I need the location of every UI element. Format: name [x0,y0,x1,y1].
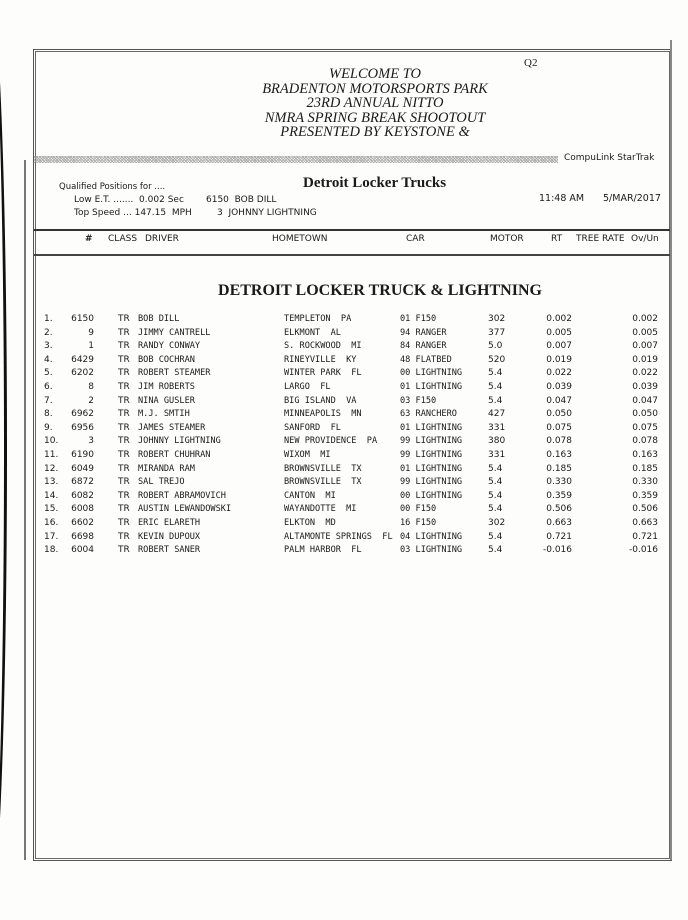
cell-motor: 427 [488,409,506,420]
cell-class: TR [118,341,130,352]
cell-over-under: 0.075 [632,422,658,433]
cell-hometown: MINNEAPOLIS MN [284,409,362,420]
section-title: DETROIT LOCKER TRUCK & LIGHTNING [218,282,542,299]
cell-over-under: 0.050 [632,409,658,420]
cell-reaction-time: 0.002 [546,314,572,324]
cell-car: 03 F150 [400,395,437,406]
table-row [0,450,688,463]
cell-reaction-time: -0.016 [542,545,572,556]
cell-over-under: 0.163 [632,450,658,460]
cell-position: 16. [44,518,59,528]
cell-car-number: 8 [88,382,94,392]
cell-driver: KEVIN DUPOUX [138,531,201,542]
cell-car: 04 LIGHTNING [400,531,463,542]
cell-car: 00 F150 [400,504,437,515]
top-speed-value: 147.15 [134,208,167,218]
cell-motor: 5.4 [488,477,503,488]
event-banner [180,67,570,140]
cell-driver: JAMES STEAMER [138,422,206,433]
cell-car-number: 3 [88,436,94,447]
cell-class: TR [118,368,130,379]
cell-car-number: 6004 [71,545,94,556]
cell-over-under: 0.002 [632,314,658,324]
report-date: 5/MAR/2017 [603,193,661,204]
cell-reaction-time: 0.078 [546,436,572,447]
cell-class: TR [118,545,130,556]
cell-reaction-time: 0.007 [546,341,572,352]
software-label: CompuLink StarTrak [564,153,655,163]
low-et-value: 0.002 [139,195,165,205]
cell-car: 99 LIGHTNING [400,450,463,460]
cell-position: 3. [44,341,53,352]
cell-car: 16 F150 [400,518,437,528]
cell-reaction-time: 0.359 [546,490,572,501]
cell-position: 2. [44,327,53,338]
cell-car-number: 9 [88,327,94,338]
dither-separator [34,156,558,163]
low-et-unit: Sec [167,195,184,205]
class-title: Detroit Locker Trucks [303,175,447,191]
cell-class: TR [118,531,130,542]
low-et-line [74,195,184,205]
cell-driver: BOB DILL [138,314,180,324]
cell-position: 8. [44,409,53,420]
cell-driver: AUSTIN LEWANDOWSKI [138,504,232,515]
cell-reaction-time: 0.005 [546,327,572,338]
cell-car: 84 RANGER [400,341,447,352]
low-et-label: Low E.T. ....... [74,195,134,205]
table-row [0,423,688,436]
cell-position: 18. [44,545,59,556]
table-row [0,328,688,341]
table-row [0,491,688,504]
top-speed-unit: MPH [171,208,192,218]
cell-reaction-time: 0.163 [546,450,572,460]
cell-driver: BOB COCHRAN [138,354,195,365]
table-row [0,436,688,449]
cell-motor: 377 [488,327,506,338]
table-row [0,314,688,327]
cell-reaction-time: 0.506 [546,504,572,515]
cell-over-under: 0.047 [632,395,658,406]
cell-car-number: 6082 [71,490,94,501]
cell-hometown: ELKTON MD [284,518,336,528]
cell-position: 6. [44,382,53,392]
page-label: Q2 [524,57,538,69]
cell-class: TR [118,382,130,392]
cell-position: 7. [44,395,53,406]
cell-class: TR [118,422,130,433]
cell-car-number: 6202 [71,368,94,379]
cell-class: TR [118,463,130,474]
cell-motor: 5.4 [488,368,503,379]
cell-over-under: 0.078 [632,436,658,447]
cell-hometown: RINEYVILLE KY [284,354,357,365]
cell-driver: ROBERT ABRAMOVICH [138,490,226,501]
cell-car: 01 LIGHTNING [400,422,463,433]
cell-hometown: BROWNSVILLE TX [284,463,362,474]
top-speed-line [74,208,192,218]
cell-over-under: 0.005 [632,327,658,338]
cell-motor: 5.4 [488,463,503,474]
col-header-tree-rate: TREE RATE [576,234,625,244]
cell-reaction-time: 0.075 [546,422,572,433]
cell-hometown: WIXOM MI [284,450,331,460]
cell-driver: ROBERT STEAMER [138,368,211,379]
cell-motor: 331 [488,422,506,433]
cell-car: 01 LIGHTNING [400,463,463,474]
cell-hometown: TEMPLETON PA [284,314,352,324]
cell-car-number: 6956 [71,422,94,433]
cell-motor: 5.4 [488,395,503,406]
cell-car: 01 F150 [400,314,437,324]
cell-car-number: 6150 [71,314,94,324]
table-row [0,341,688,354]
cell-driver: JOHNNY LIGHTNING [138,436,221,447]
col-header-number: # [85,234,93,244]
col-header-car: CAR [406,234,425,244]
cell-hometown: SANFORD FL [284,422,341,433]
cell-car: 00 LIGHTNING [400,368,463,379]
cell-reaction-time: 0.047 [546,395,572,406]
cell-reaction-time: 0.663 [546,518,572,528]
cell-driver: JIM ROBERTS [138,382,195,392]
cell-position: 1. [44,314,53,324]
cell-driver: MIRANDA RAM [138,463,195,474]
col-header-rt: RT [551,234,563,244]
cell-driver: RANDY CONWAY [138,341,201,352]
cell-car-number: 6190 [71,450,94,460]
cell-driver: ROBERT SANER [138,545,201,556]
cell-position: 11. [44,450,59,460]
cell-motor: 302 [488,314,506,324]
col-header-hometown: HOMETOWN [272,234,328,244]
header-rule-bottom [34,254,670,256]
table-row [0,518,688,531]
cell-position: 9. [44,422,53,433]
cell-over-under: 0.721 [632,531,658,542]
cell-reaction-time: 0.019 [546,354,572,365]
cell-reaction-time: 0.022 [546,368,572,379]
cell-car: 99 LIGHTNING [400,436,463,447]
table-row [0,368,688,381]
cell-over-under: 0.039 [632,382,658,392]
cell-car: 94 RANGER [400,327,447,338]
cell-motor: 5.0 [488,341,503,352]
cell-car-number: 6602 [71,518,94,528]
cell-hometown: LARGO FL [284,382,331,392]
cell-class: TR [118,436,130,447]
cell-hometown: ELKMONT AL [284,327,341,338]
cell-over-under: -0.016 [628,545,658,556]
cell-car-number: 6429 [71,354,94,365]
cell-over-under: 0.022 [632,368,658,379]
table-row [0,355,688,368]
cell-over-under: 0.663 [632,518,658,528]
cell-class: TR [118,504,130,515]
cell-reaction-time: 0.721 [546,531,572,542]
cell-over-under: 0.007 [632,341,658,352]
cell-driver: ERIC ELARETH [138,518,201,528]
cell-position: 4. [44,354,53,365]
cell-hometown: S. ROCKWOOD MI [284,341,362,352]
cell-reaction-time: 0.039 [546,382,572,392]
cell-car-number: 1 [88,341,94,352]
cell-driver: M.J. SMTIH [138,409,190,420]
cell-car-number: 6049 [71,463,94,474]
cell-position: 10. [44,436,59,447]
cell-over-under: 0.185 [632,463,658,474]
cell-class: TR [118,450,130,460]
cell-car-number: 6962 [71,409,94,420]
cell-reaction-time: 0.185 [546,463,572,474]
banner-line: 23RD ANNUAL NITTO [306,95,444,111]
cell-motor: 520 [488,354,506,365]
low-et-driver: 6150 BOB DILL [206,195,277,205]
cell-hometown: WAYANDOTTE MI [284,504,357,515]
cell-car: 01 LIGHTNING [400,382,463,392]
cell-hometown: BROWNSVILLE TX [284,477,362,488]
cell-hometown: NEW PROVIDENCE PA [284,436,378,447]
cell-driver: ROBERT CHUHRAN [138,450,211,460]
cell-over-under: 0.359 [632,490,658,501]
cell-car: 63 RANCHERO [400,409,457,420]
header-rule-top [34,229,670,231]
table-row [0,545,688,558]
cell-class: TR [118,518,130,528]
cell-position: 5. [44,368,53,379]
table-row [0,504,688,517]
top-speed-driver: 3 JOHNNY LIGHTNING [217,208,317,218]
cell-class: TR [118,395,130,406]
cell-motor: 5.4 [488,531,503,542]
top-speed-label: Top Speed ... [74,208,132,218]
cell-motor: 380 [488,436,506,447]
banner-line: BRADENTON MOTORSPORTS PARK [262,80,488,97]
table-row [0,477,688,490]
cell-class: TR [118,409,130,420]
col-header-class: CLASS [108,234,138,244]
cell-class: TR [118,477,130,488]
cell-class: TR [118,354,130,365]
cell-hometown: BIG ISLAND VA [284,395,357,406]
cell-class: TR [118,490,130,501]
table-row [0,464,688,477]
table-row [0,382,688,395]
qualified-label: Qualified Positions for .... [59,182,166,192]
table-row [0,409,688,422]
cell-hometown: WINTER PARK FL [284,368,362,379]
cell-hometown: CANTON MI [284,490,336,501]
banner-line: NMRA SPRING BREAK SHOOTOUT [264,109,486,126]
cell-car-number: 2 [88,395,94,406]
cell-motor: 5.4 [488,545,503,556]
cell-over-under: 0.019 [632,354,658,365]
cell-class: TR [118,314,130,324]
cell-position: 12. [44,463,59,474]
cell-position: 13. [44,477,59,488]
cell-driver: SAL TREJO [138,477,185,488]
cell-car-number: 6008 [71,504,94,515]
cell-reaction-time: 0.330 [546,477,572,488]
cell-motor: 5.4 [488,504,503,515]
cell-over-under: 0.506 [632,504,658,515]
cell-car: 48 FLATBED [400,354,452,365]
col-header-motor: MOTOR [490,234,524,244]
cell-hometown: PALM HARBOR FL [284,545,362,556]
cell-reaction-time: 0.050 [546,409,572,420]
cell-motor: 302 [488,518,506,528]
cell-car: 00 LIGHTNING [400,490,463,501]
cell-motor: 331 [488,450,506,460]
cell-position: 15. [44,504,59,515]
banner-line: WELCOME TO [329,66,421,82]
cell-over-under: 0.330 [632,477,658,488]
cell-car-number: 6698 [71,531,94,542]
cell-motor: 5.4 [488,382,503,392]
cell-driver: NINA GUSLER [138,395,195,406]
cell-position: 17. [44,531,59,542]
cell-hometown: ALTAMONTE SPRINGS FL [284,531,393,542]
cell-position: 14. [44,490,59,501]
cell-car: 99 LIGHTNING [400,477,463,488]
cell-class: TR [118,327,130,338]
cell-driver: JIMMY CANTRELL [138,327,211,338]
table-row [0,396,688,409]
cell-car-number: 6872 [71,477,94,488]
report-time: 11:48 AM [539,193,585,204]
cell-motor: 5.4 [488,490,503,501]
cell-car: 03 LIGHTNING [400,545,463,556]
col-header-ovun: Ov/Un [631,234,659,244]
banner-line: PRESENTED BY KEYSTONE & [280,124,470,140]
table-row [0,532,688,545]
col-header-driver: DRIVER [145,234,179,244]
